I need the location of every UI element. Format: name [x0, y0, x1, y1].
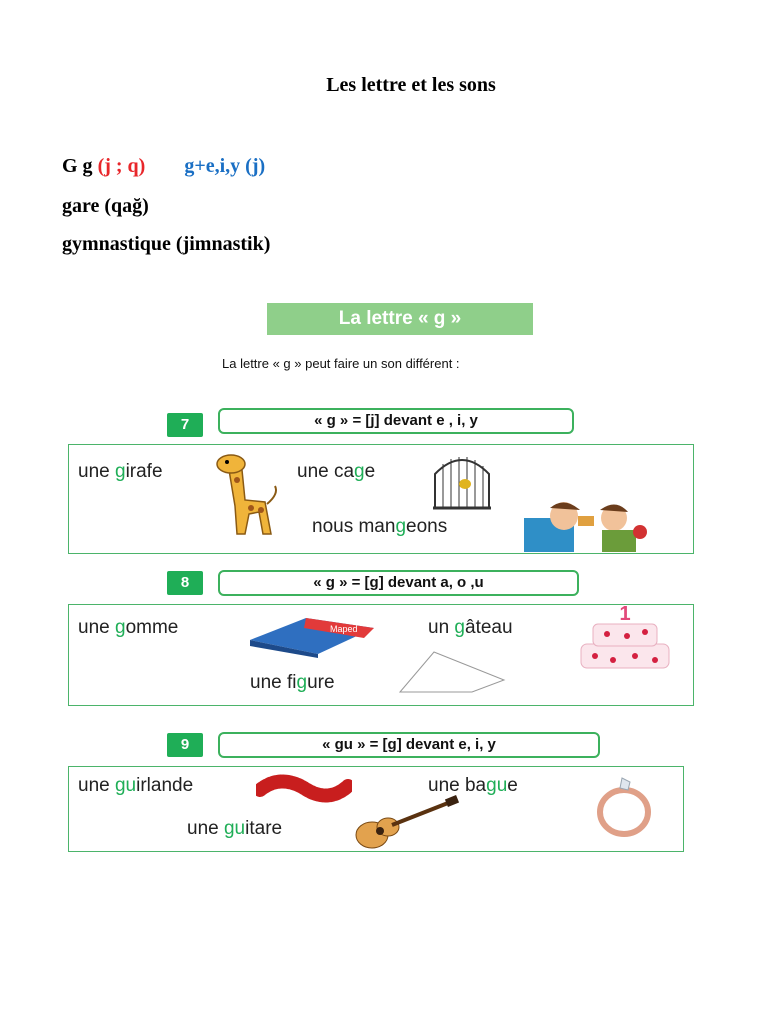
rule-line — [62, 155, 265, 178]
giraffe-icon — [205, 450, 285, 538]
worksheet-intro: La lettre « g » peut faire un son différent : — [222, 356, 460, 371]
word-guitare: une guitare — [187, 818, 283, 839]
people-eating-icon — [524, 498, 654, 552]
cage-icon — [429, 450, 495, 510]
word-bague: une bague — [428, 775, 518, 796]
sounds: (j ; q) — [97, 155, 146, 177]
word-figure: une figure — [250, 672, 335, 693]
eraser-brand: Maped — [330, 624, 358, 634]
word-cage: une cage — [297, 461, 376, 482]
word-gomme: une gomme — [78, 617, 179, 638]
g-rule: g+e,i,y (j) — [184, 155, 266, 177]
figure-icon — [396, 646, 522, 696]
svg-text:1: 1 — [619, 603, 631, 625]
page-title: Les lettre et les sons — [326, 74, 496, 96]
letters: G g — [62, 155, 93, 177]
worksheet-banner: La lettre « g » — [267, 303, 533, 335]
section-rule: « g » = [g] devant a, o ,u — [218, 570, 579, 596]
eraser-icon — [246, 610, 378, 660]
word-gateau: un gâteau — [428, 617, 513, 638]
example-gare: gare (qağ) — [62, 195, 149, 217]
cake-icon — [577, 600, 673, 672]
example-gymnastique: gymnastique (jimnastik) — [62, 233, 271, 255]
word-mangeons: nous mangeons — [312, 516, 448, 537]
word-girafe: une girafe — [78, 461, 163, 482]
word-guirlande: une guirlande — [78, 775, 194, 796]
section-rule: « gu » = [g] devant e, i, y — [218, 732, 600, 758]
guitar-icon — [352, 795, 462, 851]
ring-icon — [592, 772, 658, 840]
section-rule: « g » = [j] devant e , i, y — [218, 408, 574, 434]
section-number: 8 — [167, 571, 203, 595]
section-number: 9 — [167, 733, 203, 757]
section-number: 7 — [167, 413, 203, 437]
garland-icon — [256, 770, 352, 810]
